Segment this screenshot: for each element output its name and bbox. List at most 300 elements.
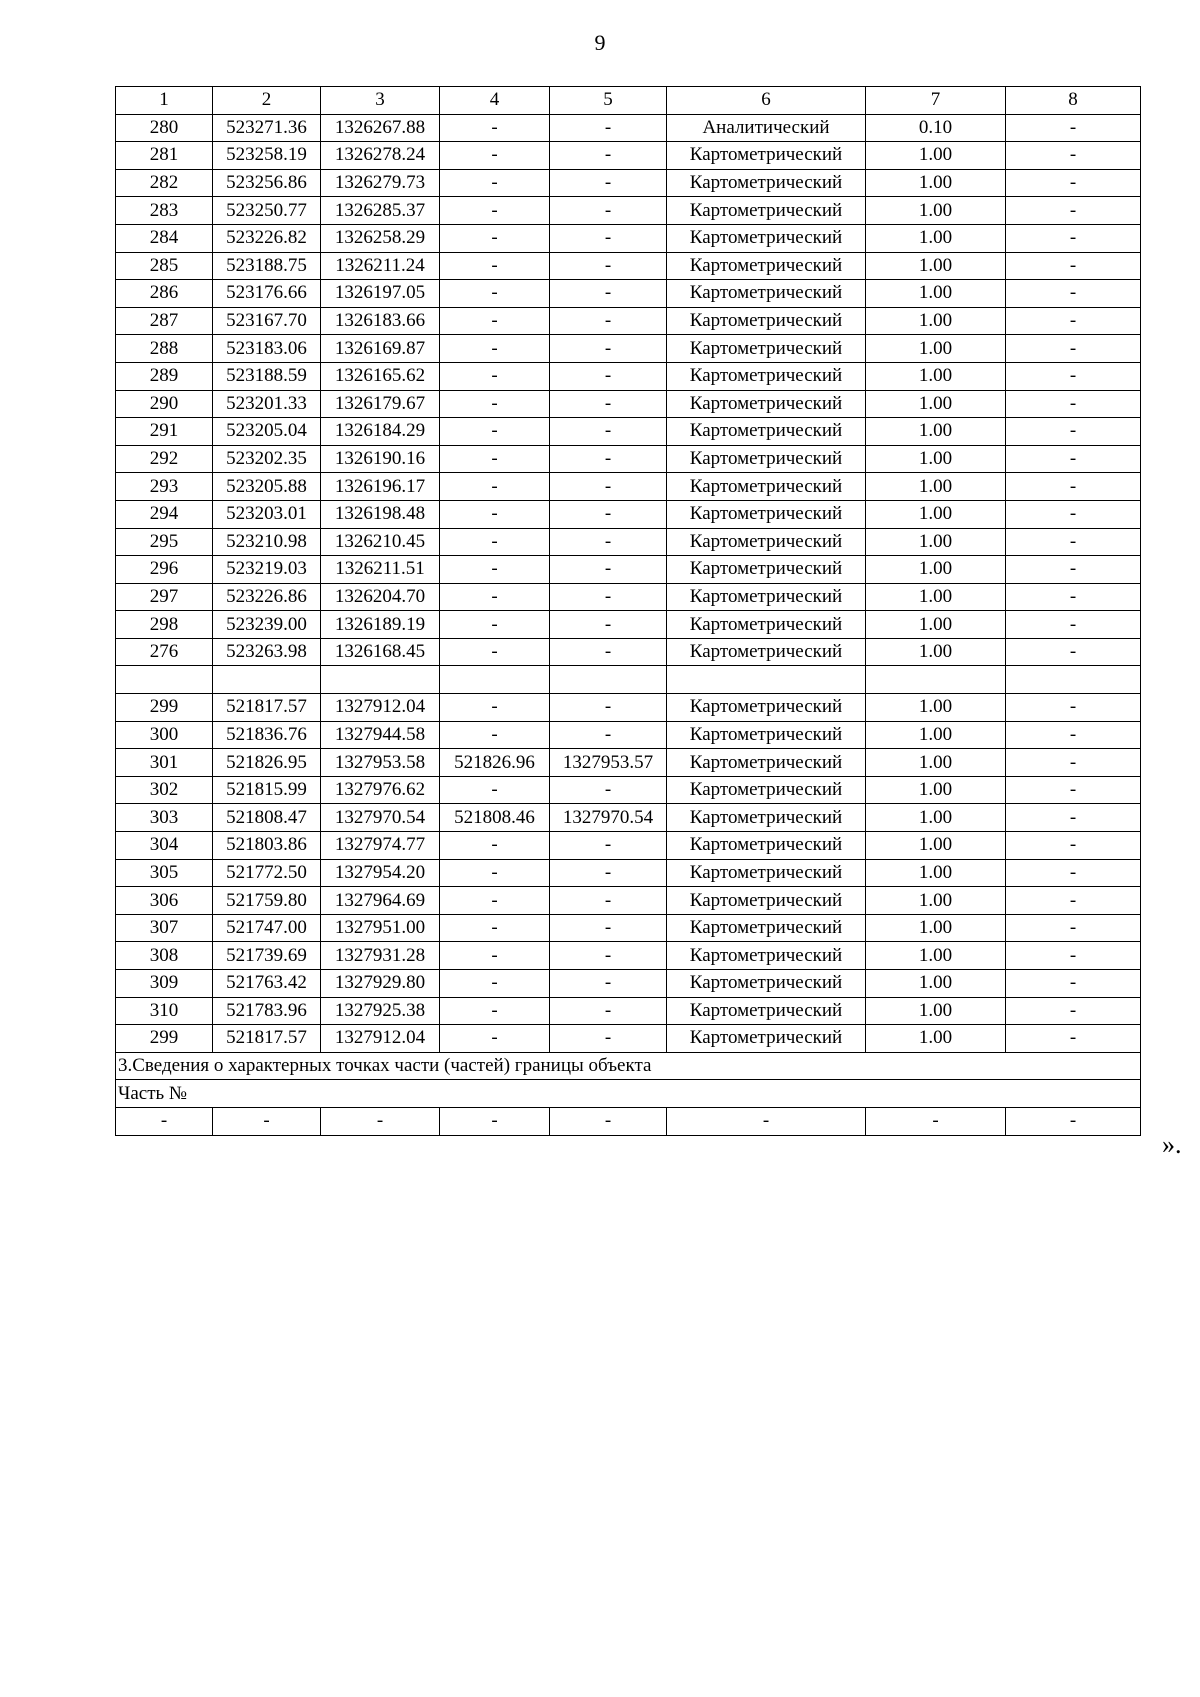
table-cell: - bbox=[550, 142, 667, 170]
table-row bbox=[116, 528, 1141, 556]
table-row bbox=[116, 473, 1141, 501]
table-row bbox=[116, 666, 1141, 694]
table-row bbox=[116, 859, 1141, 887]
table-cell: 1327976.62 bbox=[321, 776, 440, 804]
table-cell: - bbox=[440, 832, 550, 860]
table-cell: - bbox=[440, 1025, 550, 1053]
table-cell: - bbox=[550, 445, 667, 473]
table-cell: 1327964.69 bbox=[321, 887, 440, 915]
table-cell: - bbox=[440, 224, 550, 252]
table-cell: 1.00 bbox=[866, 721, 1006, 749]
table-cell: Картометрический bbox=[667, 528, 866, 556]
table-cell: 521808.46 bbox=[440, 804, 550, 832]
table-cell: 288 bbox=[116, 335, 213, 363]
table-cell: 521836.76 bbox=[213, 721, 321, 749]
table-cell: 523239.00 bbox=[213, 611, 321, 639]
table-row bbox=[116, 390, 1141, 418]
table-cell: 521808.47 bbox=[213, 804, 321, 832]
table-cell: - bbox=[550, 942, 667, 970]
table-cell: - bbox=[550, 500, 667, 528]
table-cell: 5 bbox=[550, 87, 667, 115]
table-cell: 304 bbox=[116, 832, 213, 860]
table-cell: - bbox=[1006, 473, 1141, 501]
table-cell: 1.00 bbox=[866, 970, 1006, 998]
table-cell: 1.00 bbox=[866, 997, 1006, 1025]
table-cell: - bbox=[440, 611, 550, 639]
table-row bbox=[116, 418, 1141, 446]
table-cell: 1.00 bbox=[866, 197, 1006, 225]
table-cell: - bbox=[550, 832, 667, 860]
table-cell: 521772.50 bbox=[213, 859, 321, 887]
table-cell: - bbox=[440, 418, 550, 446]
table-row bbox=[116, 252, 1141, 280]
table-cell: 1326183.66 bbox=[321, 307, 440, 335]
table-cell: 309 bbox=[116, 970, 213, 998]
table-cell: Картометрический bbox=[667, 445, 866, 473]
table-cell: - bbox=[550, 114, 667, 142]
table-cell: 310 bbox=[116, 997, 213, 1025]
table-cell: 521747.00 bbox=[213, 914, 321, 942]
table-cell: Картометрический bbox=[667, 473, 866, 501]
table-cell: - bbox=[440, 1107, 550, 1135]
table-cell: - bbox=[1006, 638, 1141, 666]
table-cell: 1.00 bbox=[866, 500, 1006, 528]
table-cell: 299 bbox=[116, 694, 213, 722]
table-cell: 1326279.73 bbox=[321, 169, 440, 197]
table-cell: - bbox=[440, 887, 550, 915]
table-row bbox=[116, 721, 1141, 749]
table-cell: Картометрический bbox=[667, 418, 866, 446]
table-cell: Картометрический bbox=[667, 859, 866, 887]
table-cell: 1326165.62 bbox=[321, 362, 440, 390]
table-cell: 1.00 bbox=[866, 859, 1006, 887]
table-cell: - bbox=[440, 197, 550, 225]
table-row bbox=[116, 914, 1141, 942]
table-cell: Картометрический bbox=[667, 914, 866, 942]
table-cell: - bbox=[440, 638, 550, 666]
table-cell: 1.00 bbox=[866, 638, 1006, 666]
table-cell: - bbox=[550, 721, 667, 749]
table-cell: - bbox=[440, 583, 550, 611]
table-cell: 297 bbox=[116, 583, 213, 611]
table-cell: 1 bbox=[116, 87, 213, 115]
table-cell: 521803.86 bbox=[213, 832, 321, 860]
table-cell: - bbox=[440, 335, 550, 363]
table-cell: 1326258.29 bbox=[321, 224, 440, 252]
table-cell: 1326189.19 bbox=[321, 611, 440, 639]
table-cell: - bbox=[440, 997, 550, 1025]
table-cell: 1326184.29 bbox=[321, 418, 440, 446]
table-row bbox=[116, 224, 1141, 252]
table-cell: - bbox=[213, 1107, 321, 1135]
table-cell: - bbox=[440, 445, 550, 473]
table-cell: - bbox=[1006, 611, 1141, 639]
table-cell bbox=[1006, 666, 1141, 694]
table-cell: - bbox=[440, 556, 550, 584]
table-cell: - bbox=[1006, 142, 1141, 170]
table-cell: - bbox=[1006, 556, 1141, 584]
table-cell: 1.00 bbox=[866, 694, 1006, 722]
table-cell: - bbox=[440, 473, 550, 501]
table-cell: 521815.99 bbox=[213, 776, 321, 804]
table-cell: - bbox=[440, 528, 550, 556]
table-cell: 1.00 bbox=[866, 445, 1006, 473]
table-cell: 1326197.05 bbox=[321, 280, 440, 308]
table-cell: 523210.98 bbox=[213, 528, 321, 556]
table-cell: Картометрический bbox=[667, 307, 866, 335]
table-row bbox=[116, 1107, 1141, 1135]
table-cell: - bbox=[1006, 942, 1141, 970]
table-cell: - bbox=[550, 390, 667, 418]
table-cell: 1.00 bbox=[866, 832, 1006, 860]
table-cell: 308 bbox=[116, 942, 213, 970]
table-cell: 523202.35 bbox=[213, 445, 321, 473]
table-cell: - bbox=[440, 390, 550, 418]
table-row bbox=[116, 169, 1141, 197]
table-cell: 1327974.77 bbox=[321, 832, 440, 860]
table-cell: 0.10 bbox=[866, 114, 1006, 142]
table-cell: Картометрический bbox=[667, 280, 866, 308]
table-cell: 1.00 bbox=[866, 611, 1006, 639]
table-cell: 1.00 bbox=[866, 942, 1006, 970]
table-cell: - bbox=[440, 362, 550, 390]
table-cell: 521739.69 bbox=[213, 942, 321, 970]
table-cell: - bbox=[550, 914, 667, 942]
table-cell: - bbox=[1006, 694, 1141, 722]
table-cell: 1327912.04 bbox=[321, 1025, 440, 1053]
table-cell: 1326285.37 bbox=[321, 197, 440, 225]
table-cell bbox=[116, 666, 213, 694]
table-cell: 286 bbox=[116, 280, 213, 308]
table-cell: Картометрический bbox=[667, 197, 866, 225]
part-label-row-cell: Часть № bbox=[116, 1080, 1141, 1108]
table-cell: 523263.98 bbox=[213, 638, 321, 666]
table-cell: - bbox=[440, 169, 550, 197]
table-cell: 284 bbox=[116, 224, 213, 252]
table-cell: 521817.57 bbox=[213, 1025, 321, 1053]
table-row bbox=[116, 583, 1141, 611]
page-number: 9 bbox=[594, 30, 606, 55]
table-cell: 1.00 bbox=[866, 749, 1006, 777]
table-cell: 302 bbox=[116, 776, 213, 804]
table-cell: - bbox=[550, 528, 667, 556]
table-row bbox=[116, 694, 1141, 722]
table-cell: Картометрический bbox=[667, 335, 866, 363]
table-cell: 1.00 bbox=[866, 142, 1006, 170]
table-cell: - bbox=[440, 859, 550, 887]
table-cell: 1.00 bbox=[866, 362, 1006, 390]
table-cell bbox=[440, 666, 550, 694]
table-cell: - bbox=[550, 1107, 667, 1135]
table-cell: Картометрический bbox=[667, 997, 866, 1025]
table-cell: Картометрический bbox=[667, 804, 866, 832]
table-cell: - bbox=[550, 776, 667, 804]
table-cell: 295 bbox=[116, 528, 213, 556]
table-cell: 1326278.24 bbox=[321, 142, 440, 170]
table-cell: 293 bbox=[116, 473, 213, 501]
table-cell: - bbox=[866, 1107, 1006, 1135]
table-cell: Картометрический bbox=[667, 776, 866, 804]
table-cell: - bbox=[440, 500, 550, 528]
table-cell: 2 bbox=[213, 87, 321, 115]
table-row bbox=[116, 832, 1141, 860]
table-cell: 1.00 bbox=[866, 776, 1006, 804]
table-cell: - bbox=[1006, 252, 1141, 280]
table-cell: 285 bbox=[116, 252, 213, 280]
table-cell: - bbox=[1006, 914, 1141, 942]
table-cell: 523256.86 bbox=[213, 169, 321, 197]
table-cell: 523258.19 bbox=[213, 142, 321, 170]
table-cell: 1.00 bbox=[866, 418, 1006, 446]
table-cell: - bbox=[667, 1107, 866, 1135]
table-cell: 523250.77 bbox=[213, 197, 321, 225]
table-row bbox=[116, 142, 1141, 170]
coordinates-table bbox=[115, 86, 1141, 1136]
table-cell: - bbox=[321, 1107, 440, 1135]
table-cell: 280 bbox=[116, 114, 213, 142]
table-cell: 1327929.80 bbox=[321, 970, 440, 998]
table-cell: Картометрический bbox=[667, 556, 866, 584]
table-cell bbox=[321, 666, 440, 694]
table-cell: - bbox=[550, 197, 667, 225]
table-cell: - bbox=[550, 970, 667, 998]
table-cell: - bbox=[1006, 583, 1141, 611]
table-cell: 523226.82 bbox=[213, 224, 321, 252]
table-cell: - bbox=[1006, 970, 1141, 998]
table-cell: 1327953.57 bbox=[550, 749, 667, 777]
table-cell: 521763.42 bbox=[213, 970, 321, 998]
table-row bbox=[116, 556, 1141, 584]
table-cell: 290 bbox=[116, 390, 213, 418]
table-cell: 1326169.87 bbox=[321, 335, 440, 363]
table-cell bbox=[866, 666, 1006, 694]
table-cell: Картометрический bbox=[667, 970, 866, 998]
table-cell: 1326198.48 bbox=[321, 500, 440, 528]
table-cell: 1326179.67 bbox=[321, 390, 440, 418]
closing-quote-mark: ». bbox=[1162, 1130, 1182, 1159]
table-cell: Картометрический bbox=[667, 638, 866, 666]
table-cell: 521826.96 bbox=[440, 749, 550, 777]
table-cell: Картометрический bbox=[667, 887, 866, 915]
table-cell: Картометрический bbox=[667, 694, 866, 722]
table-cell: 294 bbox=[116, 500, 213, 528]
table-cell: 1.00 bbox=[866, 804, 1006, 832]
table-cell: 1.00 bbox=[866, 583, 1006, 611]
section-title-row bbox=[116, 1052, 1141, 1080]
table-cell: 1327970.54 bbox=[550, 804, 667, 832]
table-cell: 298 bbox=[116, 611, 213, 639]
table-cell: 305 bbox=[116, 859, 213, 887]
table-cell: 1327951.00 bbox=[321, 914, 440, 942]
table-cell: - bbox=[1006, 832, 1141, 860]
table-cell: - bbox=[550, 224, 667, 252]
table-cell: 1.00 bbox=[866, 335, 1006, 363]
table-cell: 296 bbox=[116, 556, 213, 584]
table-row bbox=[116, 500, 1141, 528]
table-cell: 287 bbox=[116, 307, 213, 335]
table-row bbox=[116, 997, 1141, 1025]
table-cell: Аналитический bbox=[667, 114, 866, 142]
table-cell: 3 bbox=[321, 87, 440, 115]
table-cell: 523183.06 bbox=[213, 335, 321, 363]
table-cell: - bbox=[440, 914, 550, 942]
table-cell: 521759.80 bbox=[213, 887, 321, 915]
table-cell: 1.00 bbox=[866, 307, 1006, 335]
table-cell: 1326267.88 bbox=[321, 114, 440, 142]
table-cell: 1326204.70 bbox=[321, 583, 440, 611]
table-cell: 292 bbox=[116, 445, 213, 473]
table-cell: - bbox=[550, 362, 667, 390]
table-cell: Картометрический bbox=[667, 611, 866, 639]
table-cell: 8 bbox=[1006, 87, 1141, 115]
table-cell: - bbox=[1006, 1025, 1141, 1053]
table-cell: - bbox=[550, 169, 667, 197]
table-cell: 523203.01 bbox=[213, 500, 321, 528]
table-cell: 307 bbox=[116, 914, 213, 942]
table-cell: - bbox=[1006, 445, 1141, 473]
table-cell: 1327954.20 bbox=[321, 859, 440, 887]
table-cell: 1.00 bbox=[866, 887, 1006, 915]
table-cell: - bbox=[1006, 169, 1141, 197]
table-cell: 1326196.17 bbox=[321, 473, 440, 501]
table-cell: 6 bbox=[667, 87, 866, 115]
table-cell: Картометрический bbox=[667, 721, 866, 749]
table-cell: 523219.03 bbox=[213, 556, 321, 584]
table-cell: - bbox=[550, 1025, 667, 1053]
table-cell: Картометрический bbox=[667, 500, 866, 528]
table-cell: - bbox=[1006, 418, 1141, 446]
table-cell: - bbox=[440, 721, 550, 749]
table-cell: Картометрический bbox=[667, 1025, 866, 1053]
table-row bbox=[116, 307, 1141, 335]
table-cell: 281 bbox=[116, 142, 213, 170]
table-cell: - bbox=[1006, 749, 1141, 777]
table-cell: 1326210.45 bbox=[321, 528, 440, 556]
table-cell: 4 bbox=[440, 87, 550, 115]
table-cell: - bbox=[550, 307, 667, 335]
table-cell: 1.00 bbox=[866, 1025, 1006, 1053]
table-cell: 1327931.28 bbox=[321, 942, 440, 970]
table-cell: 300 bbox=[116, 721, 213, 749]
table-cell: Картометрический bbox=[667, 832, 866, 860]
table-cell: - bbox=[550, 887, 667, 915]
table-cell: - bbox=[1006, 280, 1141, 308]
table-cell: - bbox=[116, 1107, 213, 1135]
table-cell: - bbox=[1006, 114, 1141, 142]
table-cell: 301 bbox=[116, 749, 213, 777]
table-row bbox=[116, 611, 1141, 639]
section-title-row-cell: 3.Сведения о характерных точках части (частей) границы объекта bbox=[116, 1052, 1141, 1080]
table-cell: 306 bbox=[116, 887, 213, 915]
table-cell: 523226.86 bbox=[213, 583, 321, 611]
table-cell: - bbox=[550, 638, 667, 666]
table-header-row bbox=[116, 87, 1141, 115]
table-row bbox=[116, 1025, 1141, 1053]
table-cell: - bbox=[550, 859, 667, 887]
table-cell: - bbox=[1006, 997, 1141, 1025]
table-cell: - bbox=[440, 114, 550, 142]
table-cell: 521783.96 bbox=[213, 997, 321, 1025]
table-cell: - bbox=[1006, 500, 1141, 528]
table-cell: - bbox=[1006, 859, 1141, 887]
table-cell: 303 bbox=[116, 804, 213, 832]
table-cell: - bbox=[1006, 362, 1141, 390]
table-cell: - bbox=[440, 142, 550, 170]
table-row bbox=[116, 804, 1141, 832]
table-cell: - bbox=[1006, 776, 1141, 804]
table-row bbox=[116, 362, 1141, 390]
table-cell: Картометрический bbox=[667, 224, 866, 252]
table-cell: Картометрический bbox=[667, 749, 866, 777]
table-cell: - bbox=[1006, 224, 1141, 252]
table-cell: 289 bbox=[116, 362, 213, 390]
table-cell: 1327925.38 bbox=[321, 997, 440, 1025]
table-cell: 1327970.54 bbox=[321, 804, 440, 832]
table-cell: 523188.75 bbox=[213, 252, 321, 280]
table-cell: 523205.04 bbox=[213, 418, 321, 446]
table-cell: 1.00 bbox=[866, 390, 1006, 418]
table-cell: 1.00 bbox=[866, 280, 1006, 308]
table-cell: 283 bbox=[116, 197, 213, 225]
table-cell: - bbox=[550, 252, 667, 280]
table-cell: Картометрический bbox=[667, 169, 866, 197]
table-cell: - bbox=[1006, 804, 1141, 832]
table-cell: - bbox=[440, 280, 550, 308]
table-cell: - bbox=[550, 556, 667, 584]
table-cell: 1326211.24 bbox=[321, 252, 440, 280]
table-cell: - bbox=[550, 473, 667, 501]
table-cell: 282 bbox=[116, 169, 213, 197]
table-cell: - bbox=[440, 776, 550, 804]
table-cell: 1327953.58 bbox=[321, 749, 440, 777]
table-row bbox=[116, 942, 1141, 970]
table-row bbox=[116, 114, 1141, 142]
table-row bbox=[116, 970, 1141, 998]
table-cell: 523176.66 bbox=[213, 280, 321, 308]
table-cell: - bbox=[1006, 887, 1141, 915]
table-cell: 1.00 bbox=[866, 224, 1006, 252]
table-cell: 1326211.51 bbox=[321, 556, 440, 584]
table-cell: - bbox=[1006, 390, 1141, 418]
table-cell: 299 bbox=[116, 1025, 213, 1053]
table-row bbox=[116, 197, 1141, 225]
table-cell: 521826.95 bbox=[213, 749, 321, 777]
table-cell: - bbox=[1006, 307, 1141, 335]
table-cell: Картометрический bbox=[667, 252, 866, 280]
table-cell: Картометрический bbox=[667, 942, 866, 970]
table-cell: - bbox=[1006, 1107, 1141, 1135]
table-cell: - bbox=[550, 418, 667, 446]
table-cell: 523205.88 bbox=[213, 473, 321, 501]
table-cell: 523271.36 bbox=[213, 114, 321, 142]
table-row bbox=[116, 887, 1141, 915]
table-cell: Картометрический bbox=[667, 583, 866, 611]
table-cell: 1327912.04 bbox=[321, 694, 440, 722]
table-cell: 1.00 bbox=[866, 252, 1006, 280]
table-cell: - bbox=[550, 280, 667, 308]
table-cell: Картометрический bbox=[667, 390, 866, 418]
table-cell: 1326190.16 bbox=[321, 445, 440, 473]
table-cell: - bbox=[1006, 721, 1141, 749]
table-cell: - bbox=[440, 307, 550, 335]
part-label-row bbox=[116, 1080, 1141, 1108]
table-row bbox=[116, 445, 1141, 473]
table-row bbox=[116, 335, 1141, 363]
table-cell: 521817.57 bbox=[213, 694, 321, 722]
table-cell bbox=[667, 666, 866, 694]
table-cell: 1.00 bbox=[866, 914, 1006, 942]
table-cell: 7 bbox=[866, 87, 1006, 115]
